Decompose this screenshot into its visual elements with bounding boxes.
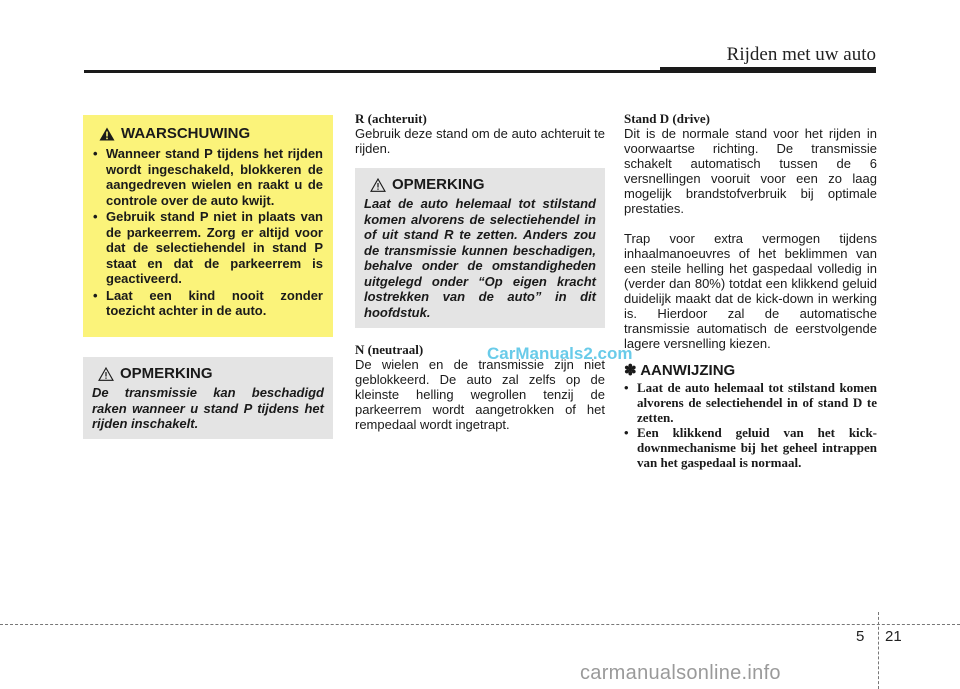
note-heading-text: OPMERKING [120,365,213,382]
aanwijzing-heading-text: AANWIJZING [640,362,736,379]
site-watermark: carmanualsonline.info [580,662,781,684]
aanwijzing-item: • Laat de auto helemaal tot stilstand komen alvorens de selectiehendel in of stand D te zetten. [624,380,877,425]
warning-heading-text: WAARSCHUWING [121,125,251,142]
note-text: De transmissie kan beschadigd raken wanneer u stand P tijdens het rijden inschakelt. [92,385,324,431]
section-heading: N (neutraal) [355,342,424,357]
aanwijzing-item: • Een klikkend geluid van het kick-downmechanisme bij het geheel intrappen van het gaspedaal is normaal. [624,425,877,470]
warning-box [83,115,333,337]
warning-triangle-icon [99,127,115,141]
warning-heading [99,125,323,142]
note-box-reverse [355,168,605,328]
section-reverse [355,111,605,156]
section-body: De wielen en de transmissie zijn niet geblokkeerd. De auto zal zelfs op de kleinste helling wegrollen tenzij de parkeerrem wordt aangetrokken of het rempedaal wordt ingetrapt. [355,357,605,432]
note-text: Laat de auto helemaal tot stilstand komen alvorens de selectiehendel in of uit stand R te zetten. Anders zou de transmissie kunnen beschadigen, behalve onder de omstandigheden uitgelegd onder “Op eigen kracht lostrekken van de auto” in dit hoofdstuk. [364,196,596,320]
page-number: 21 [885,628,902,645]
note-heading [370,176,596,193]
running-header: Rijden met uw auto [726,44,876,65]
note-heading [98,365,324,382]
warning-item: • Wanneer stand P tijdens het rijden wordt ingeschakeld, blokkeren de aangedreven wielen en raakt u de controle over de auto kwijt. [93,146,323,208]
warning-list [93,146,323,319]
caution-triangle-icon [370,178,386,192]
note-heading-text: OPMERKING [392,176,485,193]
section-drive [624,111,877,470]
asterisk-icon: ✽ [624,362,637,379]
section-heading: R (achteruit) [355,111,427,126]
section-body: Gebruik deze stand om de auto achteruit te rijden. [355,126,605,156]
section-body: Trap voor extra vermogen tijdens inhaalmanoeuvres of het beklimmen van een steile helling het gaspedaal volledig in (verder dan 80%) totdat een klikkend geluid duidelijk maakt dat de kick-down in werking is. Hierdoor zal de automatische transmissie automatisch de eerstvolgende lagere versnelling kiezen. [624,231,877,351]
caution-triangle-icon [98,367,114,381]
footer-divider [878,612,879,689]
warning-item: • Gebruik stand P niet in plaats van de parkeerrem. Zorg er altijd voor dat de selectiehendel in stand P staat en dat de parkeerrem is geactiveerd. [93,209,323,287]
warning-item: • Laat een kind nooit zonder toezicht achter in de auto. [93,288,323,319]
header-rule-accent [660,67,876,73]
note-box-park [83,357,333,439]
aanwijzing-list [624,380,877,470]
aanwijzing-heading [624,363,877,378]
section-body: Dit is de normale stand voor het rijden in voorwaartse richting. De transmissie schakelt automatisch tussen de 6 versnellingen vooruit voor een zo laag mogelijk brandstofverbruik bij optimale prestaties. [624,126,877,216]
chapter-number: 5 [856,628,865,645]
footer-rule [0,624,960,625]
watermark-carmanuals: CarManuals2.com [487,344,633,363]
section-heading: Stand D (drive) [624,111,710,126]
